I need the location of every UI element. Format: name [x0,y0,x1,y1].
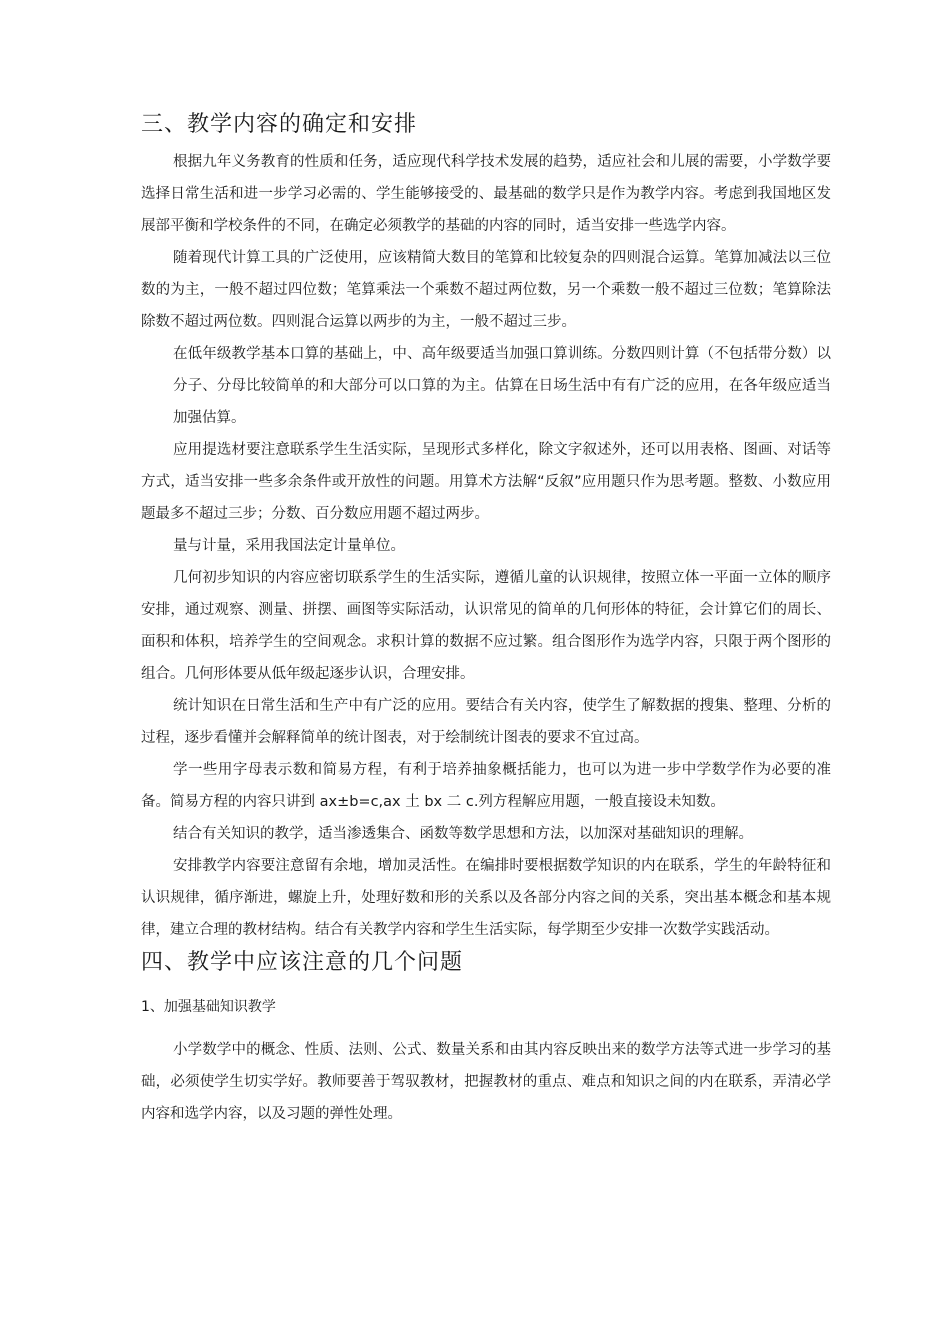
section-3-paragraph-3: 在低年级教学基本口算的基础上，中、高年级要适当加强口算训练。分数四则计算（不包括带分数）以分子、分母比较简单的和大部分可以口算的为主。估算在日场生活中有有广泛的应用，在各年级应适当加强估算。 [173,346,831,426]
section-3-paragraph-2: 随着现代计算工具的广泛使用，应该精简大数目的笔算和比较复杂的四则混合运算。笔算加减法以三位数的为主，一般不超过四位数；笔算乘法一个乘数不超过两位数，另一个乘数一般不超过三位数；笔算除法除数不超过两位数。四则混合运算以两步的为主，一般不超过三步。 [141,250,831,330]
section-3-paragraph-4: 应用提选材要注意联系学生生活实际，呈现形式多样化，除文字叙述外，还可以用表格、图画、对话等方式，适当安排一些多余条件或开放性的问题。用算术方法解“反叙”应用题只作为思考题。整数、小数应用题最多不超过三步；分数、百分数应用题不超过两步。 [141,442,831,522]
section-4-paragraph-1: 小学数学中的概念、性质、法则、公式、数量关系和由其内容反映出来的数学方法等式进一步学习的基础，必须使学生切实学好。教师要善于驾驭教材，把握教材的重点、难点和知识之间的内在联系，弄清必学内容和选学内容，以及习题的弹性处理。 [141,1042,831,1122]
document-body [141,108,831,1130]
section-4-heading: 四、教学中应该注意的几个问题 [141,950,464,975]
section-3-heading: 三、教学内容的确定和安排 [141,112,418,137]
section-4-subheading: 1、加强基础知识教学 [141,999,276,1015]
section-3-paragraph-7: 统计知识在日常生活和生产中有广泛的应用。要结合有关内容，使学生了解数据的搜集、整理、分析的过程，逐步看懂并会解释简单的统计图表，对于绘制统计图表的要求不宜过高。 [141,698,831,746]
section-3-paragraph-5: 量与计量，采用我国法定计量单位。 [173,538,405,554]
section-3-paragraph-10: 安排教学内容要注意留有余地，增加灵活性。在编排时要根据数学知识的内在联系，学生的年龄特征和认识规律，循序渐进，螺旋上升，处理好数和形的关系以及各部分内容之间的关系，突出基本概念和基本规律，建立合理的教材结构。结合有关教学内容和学生生活实际，每学期至少安排一次数学实践活动。 [141,858,831,938]
section-3-paragraph-6: 几何初步知识的内容应密切联系学生的生活实际，遵循儿童的认识规律，按照立体一平面一立体的顺序安排，通过观察、测量、拼摆、画图等实际活动，认识常见的简单的几何形体的特征，会计算它们的周长、面积和体积，培养学生的空间观念。求积计算的数据不应过繁。组合图形作为选学内容，只限于两个图形的组合。几何形体要从低年级起逐步认识，合理安排。 [141,570,831,682]
section-3-paragraph-9: 结合有关知识的教学，适当渗透集合、函数等数学思想和方法，以加深对基础知识的理解。 [173,826,753,842]
section-3-paragraph-8: 学一些用字母表示数和简易方程，有利于培养抽象概括能力，也可以为进一步中学数学作为必要的准备。简易方程的内容只讲到 ax±b=c,ax 土 bx 二 c.列方程解应用题，一般直接设未知数。 [141,762,831,810]
section-3-paragraph-1: 根据九年义务教育的性质和任务，适应现代科学技术发展的趋势，适应社会和儿展的需要，小学数学要选择日常生活和进一步学习必需的、学生能够接受的、最基础的数学只是作为教学内容。考虑到我国地区发展部平衡和学校条件的不同，在确定必须教学的基础的内容的同时，适当安排一些选学内容。 [141,154,831,234]
